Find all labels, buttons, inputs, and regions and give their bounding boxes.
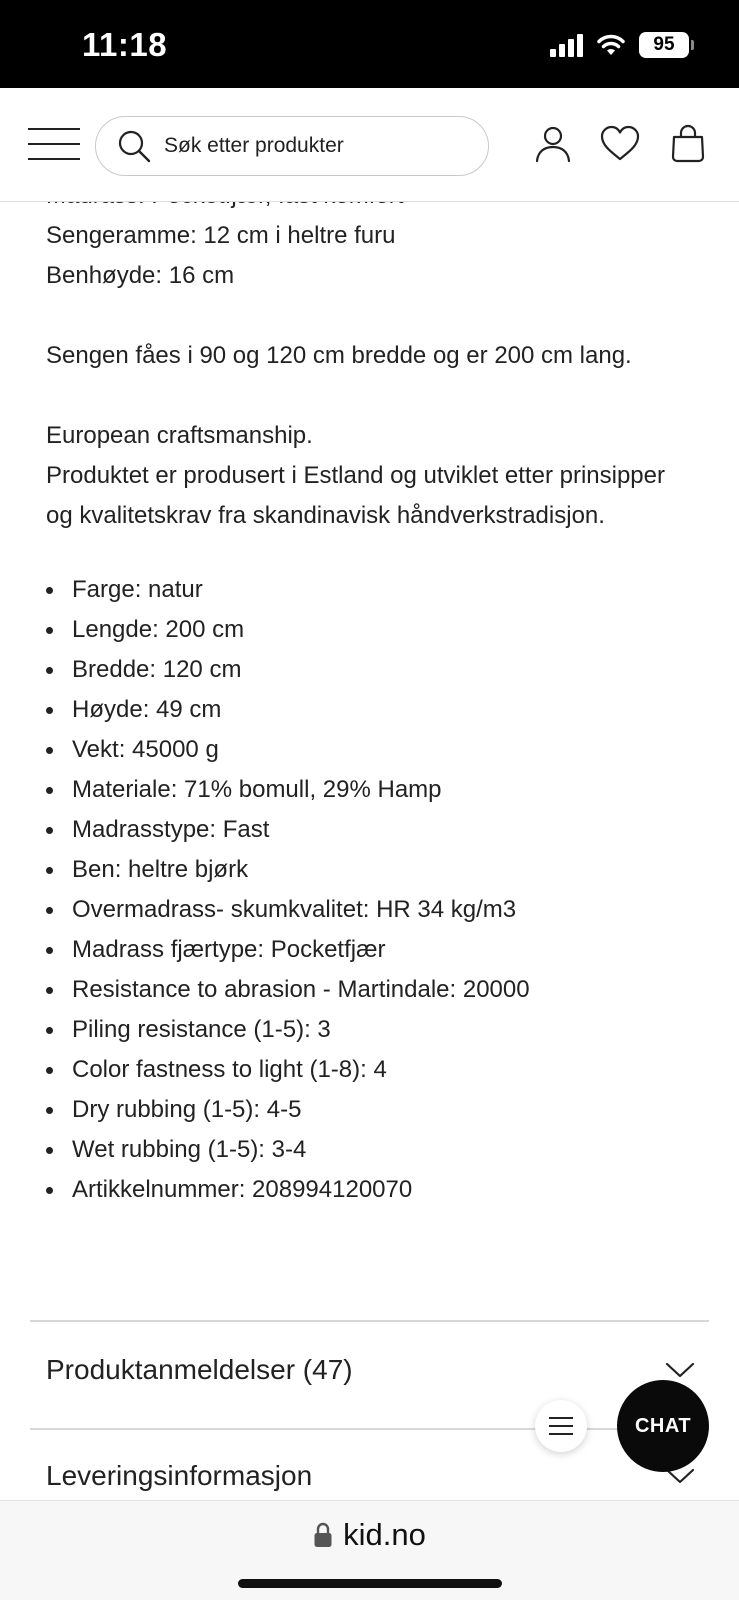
craftsmanship-title: European craftsmanship.: [46, 422, 313, 449]
status-bar: [0, 0, 739, 88]
site-header: [0, 88, 739, 202]
spec-item: Materiale: 71% bomull, 29% Hamp: [46, 770, 739, 810]
spec-item: Dry rubbing (1-5): 4-5: [46, 1090, 739, 1130]
home-indicator: [238, 1579, 502, 1588]
search-bar[interactable]: [95, 116, 489, 176]
spec-item: Høyde: 49 cm: [46, 690, 739, 730]
description-line: Sengeramme: 12 cm i heltre furu: [46, 222, 396, 249]
spec-item: Lengde: 200 cm: [46, 610, 739, 650]
reviews-accordion[interactable]: [46, 1354, 696, 1386]
browser-bottom-bar: [0, 1500, 739, 1600]
product-description-section: [0, 202, 739, 1500]
section-divider: [30, 1320, 709, 1322]
chat-button[interactable]: CHAT: [617, 1380, 709, 1472]
specification-list: [0, 570, 739, 1210]
spec-item: Wet rubbing (1-5): 3-4: [46, 1130, 739, 1170]
section-divider: [30, 1428, 709, 1430]
user-account-icon[interactable]: [533, 124, 573, 164]
chevron-down-icon: [664, 1360, 696, 1380]
search-icon: [116, 128, 152, 164]
wifi-icon: [595, 33, 627, 57]
shopping-bag-icon[interactable]: [668, 124, 708, 164]
size-description: Sengen fåes i 90 og 120 cm bredde og er 200 cm lang.: [46, 342, 632, 369]
lock-icon: [313, 1522, 333, 1548]
address-bar[interactable]: [0, 1517, 739, 1553]
delivery-accordion[interactable]: [46, 1460, 696, 1492]
spec-item: Vekt: 45000 g: [46, 730, 739, 770]
status-icons: [550, 32, 689, 58]
spec-item: Color fastness to light (1-8): 4: [46, 1050, 739, 1090]
spec-item: Ben: heltre bjørk: [46, 850, 739, 890]
craftsmanship-text: Produktet er produsert i Estland og utviklet etter prinsipper og kvalitetskrav fra skandinavisk håndverkstradisjon.: [46, 462, 665, 529]
spec-item: Artikkelnummer: 208994120070: [46, 1170, 739, 1210]
spec-item: Madrasstype: Fast: [46, 810, 739, 850]
floating-menu-button[interactable]: [535, 1400, 587, 1452]
description-line: Benhøyde: 16 cm: [46, 262, 235, 289]
search-input[interactable]: [164, 134, 464, 158]
spec-item: Piling resistance (1-5): 3: [46, 1010, 739, 1050]
status-time: 11:18: [82, 26, 168, 63]
reviews-accordion-label: Produktanmeldelser (47): [46, 1354, 353, 1385]
delivery-accordion-label: Leveringsinformasjon: [46, 1460, 313, 1491]
url-text: kid.no: [343, 1517, 426, 1552]
cellular-signal-icon: [550, 33, 583, 57]
spec-item: Bredde: 120 cm: [46, 650, 739, 690]
battery-indicator: 95: [639, 32, 689, 58]
hamburger-menu-icon[interactable]: [28, 128, 80, 162]
spec-item: Farge: natur: [46, 570, 739, 610]
wishlist-heart-icon[interactable]: [600, 124, 640, 164]
spec-item: Resistance to abrasion - Martindale: 20000: [46, 970, 739, 1010]
spec-item: Overmadrass- skumkvalitet: HR 34 kg/m3: [46, 890, 739, 930]
spec-item: Madrass fjærtype: Pocketfjær: [46, 930, 739, 970]
